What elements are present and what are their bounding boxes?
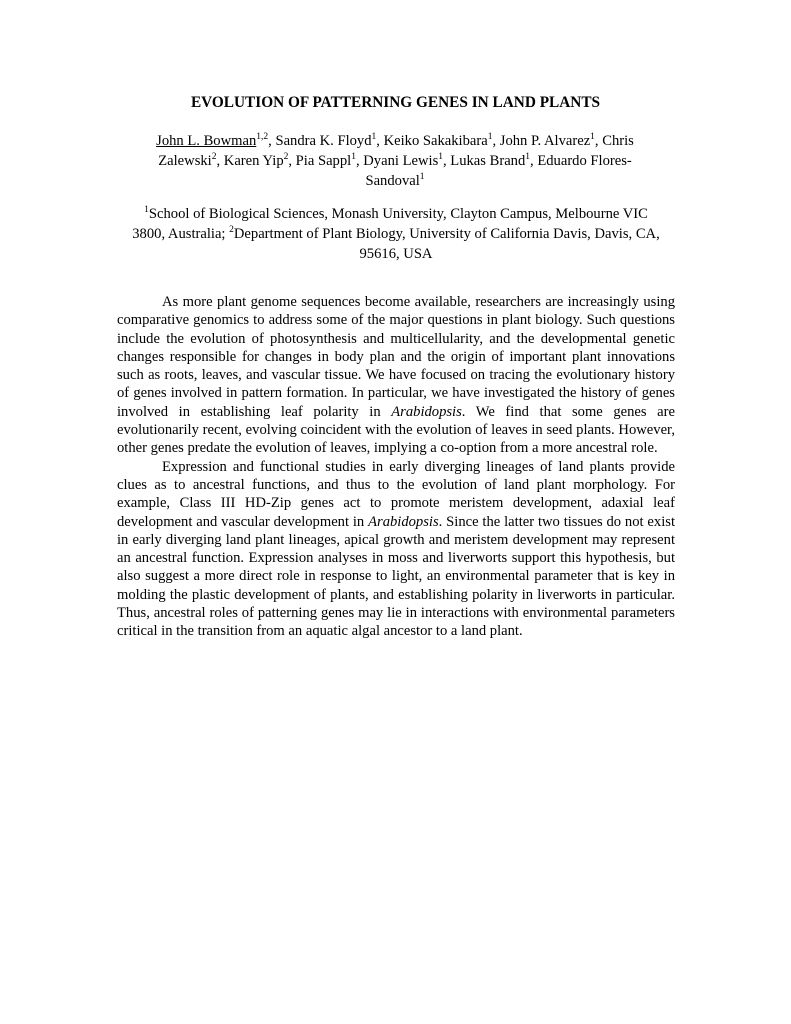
affiliation-mark: 2 xyxy=(229,225,234,236)
author-affiliation-mark: 1 xyxy=(525,152,531,163)
paragraph-text: Expression and functional studies in early diverging lineages of land plants provide clues as to ancestral functions, and thus to the evolution of land plant morphology. For example, Class III HD-Zip genes act to promote meristem development, adaxial leaf development and vascular development in xyxy=(117,458,675,530)
species-name: Arabidopsis xyxy=(391,403,462,420)
affiliations xyxy=(126,204,666,264)
author-list: John L. Bowman$^{1,2}$, Sandra K. Floyd$^1$, Keiko Sakakibara$^1$, John P. Alvarez$^1$, Chris Zalewski$^2$, Karen Yip$^2$, Pia Sappl$^1$, Dyani Lewis$^1$, Lukas Brand$^1$, Eduardo Flores-Sandoval$^1$ xyxy=(156,132,634,189)
author-affiliation-mark: 2 xyxy=(211,152,217,163)
author-affiliation-mark: 1,2 xyxy=(256,132,269,143)
abstract-paragraph xyxy=(117,458,675,641)
affiliation-text: School of Biological Sciences, Monash University, Clayton Campus, Melbourne VIC 3800, Australia; xyxy=(132,206,648,242)
abstract-body xyxy=(117,293,675,641)
author-name: Sandra K. Floyd xyxy=(275,133,372,149)
author-name: Lukas Brand xyxy=(450,153,526,169)
author-name: John L. Bowman xyxy=(156,133,257,149)
author-name: Pia Sappl xyxy=(295,153,352,169)
affiliation-mark: 1 xyxy=(144,205,149,216)
paragraph-text: . We find that some genes are evolutionarily recent, evolving coincident with the evolution of leaves in seed plants. However, other genes predate the evolution of leaves, implying a co-option from a more ancestral role. xyxy=(117,403,675,457)
author-name: Chris Zalewski xyxy=(158,133,634,169)
author-affiliation-mark: 1 xyxy=(371,132,377,143)
author-affiliation-mark: 1 xyxy=(419,172,425,183)
author-affiliation-mark: 2 xyxy=(283,152,289,163)
author-affiliation-mark: 1 xyxy=(351,152,356,163)
paragraph-text: As more plant genome sequences become available, researchers are increasingly using comparative genomics to address some of the major questions in plant biology. Such questions include the evolution of photosynthesis and multicellularity, and the developmental genetic changes responsible for changes in body plan and the origin of important plant innovations such as roots, leaves, and vascular tissue. We have focused on tracing the evolutionary history of genes involved in pattern formation. In particular, we have investigated the history of genes involved in establishing leaf polarity in xyxy=(117,294,675,420)
author-name: Dyani Lewis xyxy=(363,153,439,169)
author-name: Keiko Sakakibara xyxy=(383,133,488,149)
affiliation-text: Department of Plant Biology, University of California Davis, Davis, CA, 95616, USA xyxy=(233,226,660,262)
author-affiliation-mark: 1 xyxy=(487,132,493,143)
paper-title: EVOLUTION OF PATTERNING GENES IN LAND PLANTS xyxy=(190,94,601,111)
abstract-paragraph xyxy=(117,293,675,458)
author-affiliation-mark: 1 xyxy=(438,152,443,163)
species-name: Arabidopsis xyxy=(368,513,439,530)
author-affiliation-mark: 1 xyxy=(590,132,595,143)
author-name: John P. Alvarez xyxy=(499,133,591,149)
author-name: Eduardo Flores-Sandoval xyxy=(365,153,632,189)
paragraph-text: . Since the latter two tissues do not exist in early diverging land plant lineages, apical growth and meristem development may represent an ancestral function. Expression analyses in moss and liverworts support this hypothesis, but also suggest a more direct role in response to light, an environmental parameter that is key in molding the plastic development of plants, and establishing polarity in liverworts in particular. Thus, ancestral roles of patterning genes may lie in interactions with environmental parameters critical in the transition from an aquatic algal ancestor to a land plant. xyxy=(117,513,675,640)
author-name: Karen Yip xyxy=(223,153,284,169)
